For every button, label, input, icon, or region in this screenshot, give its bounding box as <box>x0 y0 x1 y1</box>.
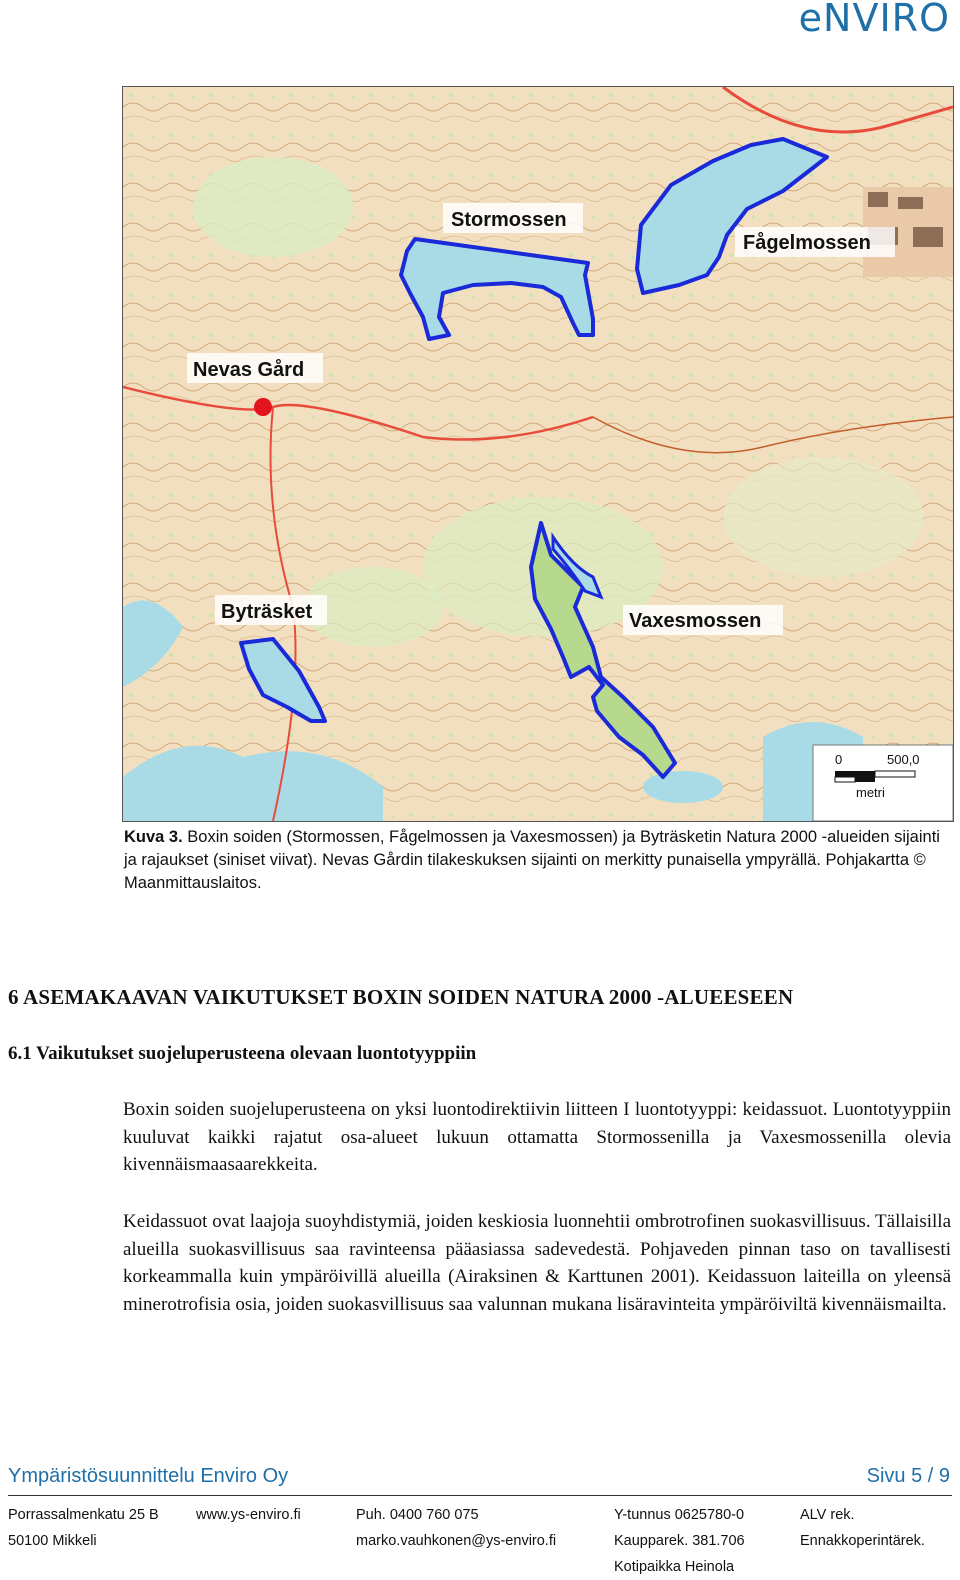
footer-domicile: Kotipaikka Heinola <box>614 1559 735 1575</box>
caption-label: Kuva 3. <box>124 828 183 846</box>
footer-vat: ALV rek. <box>800 1507 855 1523</box>
base-map <box>122 86 954 822</box>
footer-business-id: Y-tunnus 0625780-0 <box>614 1507 745 1523</box>
vaxesmossen-label: Vaxesmossen <box>629 610 762 632</box>
caption-text: Boxin soiden (Stormossen, Fågelmossen ja Vaxesmossen) ja Byträsketin Natura 2000 -alueiden sijainti ja rajaukset (siniset viivat). Nevas Gårdin tilakeskuksen sijainti on merkitty punaisella ympyrällä. Pohjakartta © Maanmittauslaitos. <box>124 828 940 892</box>
footer-page-number: Sivu 5 / 9 <box>866 1465 950 1487</box>
footer-email-link[interactable]: marko.vauhkonen@ys-enviro.fi <box>356 1533 557 1549</box>
footer-address <box>8 1502 159 1554</box>
forest-patch <box>193 157 353 257</box>
subsection-heading: 6.1 Vaikutukset suojeluperusteena olevaan luontotyyppiin <box>8 1043 477 1064</box>
footer-contact <box>356 1502 556 1554</box>
nevas-gard-marker <box>254 398 272 416</box>
footer-registration <box>614 1502 745 1580</box>
section-heading: 6 ASEMAKAAVAN VAIKUTUKSET BOXIN SOIDEN NATURA 2000 -ALUEESEEN <box>8 985 794 1009</box>
footer-website-link[interactable]: www.ys-enviro.fi <box>196 1507 301 1523</box>
footer-tax <box>800 1502 925 1554</box>
paragraph: Boxin soiden suojeluperusteena on yksi luontodirektiivin liitteen I luontotyyppi: keidassuot. Luontotyyppiin kuuluvat kaikki rajatut osa-alueet lukuun ottamatta Stormossenilla ja Vaxesmossenilla olevia kivennäismaasaarekkeita. <box>123 1099 951 1175</box>
footer-web <box>196 1502 301 1528</box>
footer-street: Porrassalmenkatu 25 B <box>8 1507 159 1523</box>
field-patch <box>723 457 923 577</box>
stormossen-label: Stormossen <box>451 209 567 231</box>
footer-divider <box>8 1495 952 1496</box>
footer-city: 50100 Mikkeli <box>8 1533 97 1549</box>
bytrasket-label: Byträsket <box>221 601 313 623</box>
nevas-gard-label: Nevas Gård <box>193 359 305 381</box>
scale-end: 500,0 <box>887 752 920 767</box>
paragraph: Keidassuot ovat laajoja suoyhdistymiä, joiden keskiosia luonnehtii ombrotrofinen suokasvillisuus. Tällaisilla alueilla suokasvillisuus saa ravinteensa pääasiassa sadevedestä. Pohjaveden pinnan taso on tavallisesti korkeammalla kuin ympäröivillä alueilla (Airaksinen & Karttunen 2001). Keidassuon laiteilla on yleensä minerotrofisia osia, joiden suokasvillisuus saa valunnan mukana lisäravinteita ympäröiviltä kivennäismailta. <box>123 1211 951 1315</box>
fagelmossen-label: Fågelmossen <box>743 232 871 254</box>
footer-trade-register: Kaupparek. 381.706 <box>614 1533 745 1549</box>
footer-company: Ympäristösuunnittelu Enviro Oy <box>8 1465 289 1487</box>
scale-zero: 0 <box>835 752 843 767</box>
scale-unit: metri <box>856 785 885 800</box>
enviro-logo: eNVIRO <box>798 0 950 40</box>
scale-bar <box>813 745 953 821</box>
figure-caption <box>124 826 950 895</box>
footer-prepayment: Ennakkoperintärek. <box>800 1533 925 1549</box>
lake <box>643 771 723 803</box>
footer-phone: Puh. 0400 760 075 <box>356 1507 479 1523</box>
map-svg <box>123 87 953 821</box>
